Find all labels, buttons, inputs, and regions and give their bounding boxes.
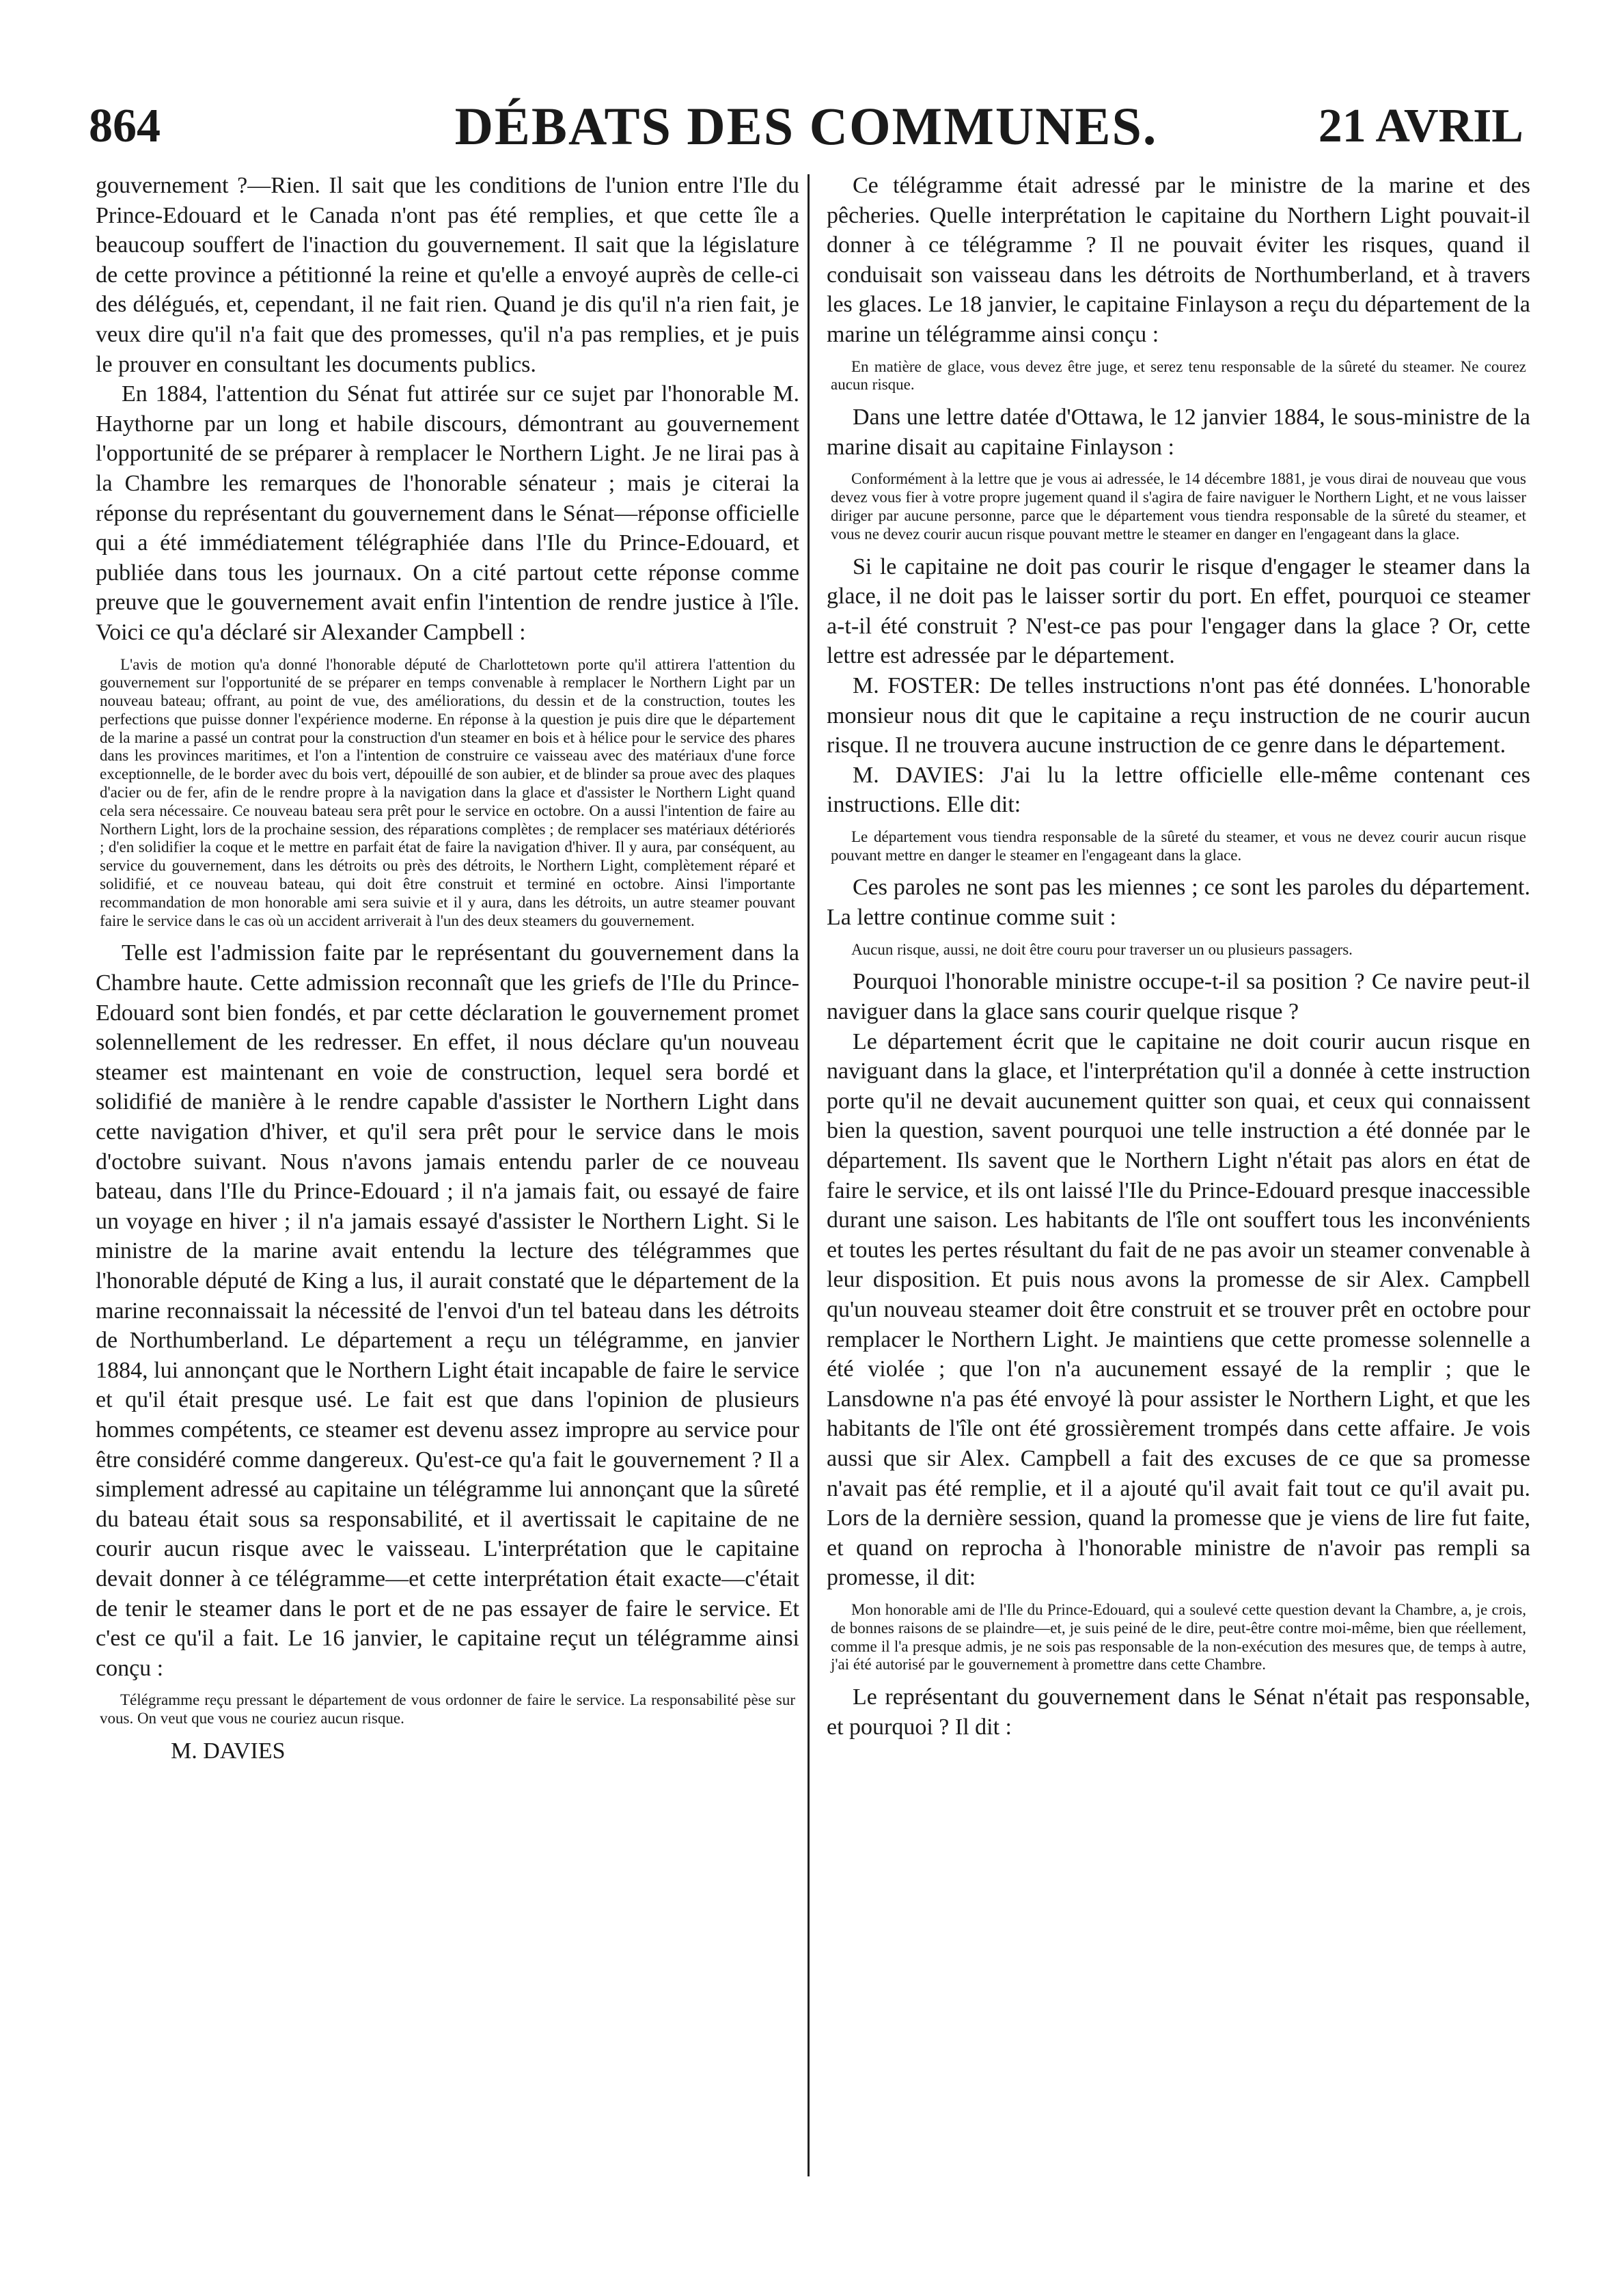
page-title: DÉBATS DES COMMUNES. [454,96,1158,156]
paragraph: Le représentant du gouvernement dans le Sénat n'était pas responsable, et pourquoi ? Il dit : [827,1684,1530,1740]
paragraph: Ce télégramme était adressé par le ministre de la marine et des pêcheries. Quelle interprétation le capitaine du Northern Light pouvait-il donner à ce télégramme ? Il ne pouvait éviter les risques, quand il conduisait son vaisseau dans les détroits de Northumberland, et à travers les glaces. Le 18 janvier, le capitaine Finlayson a reçu du département de la marine un télégramme ainsi conçu : [827,173,1530,347]
continuation-signature: M. DAVIES [171,1738,286,1764]
paragraph: Le département écrit que le capitaine ne doit courir aucun risque en naviguant dans la glace, et l'interprétation qu'il a donnée à cette instruction porte qu'il ne devait aucunement quitter son quai, et ceux qui connaissent bien la question, savent pourquoi une telle instruction a été donnée par le département. Ils savent que le Northern Light n'était pas alors en état de faire le service, et ils ont laissé l'Ile du Prince-Edouard presque inaccessible durant une saison. Les habitants de l'île ont souffert tous les inconvénients et toutes les pertes résultant du fait de ne pas avoir un steamer convenable à leur disposition. Et puis nous avons la promesse de sir Alex. Campbell qu'un nouveau steamer doit être construit et se trouver prêt en octobre pour remplacer le Northern Light. Je maintiens que cette promesse solennelle a été violée ; que l'on n'a aucunement essayé de la remplir ; que le Lansdowne n'a pas été envoyé là pour assister le Northern Light, et que les habitants de l'île ont été grossièrement trompés dans cette affaire. Je vois aussi que sir Alex. Campbell a fait des excuses de ce que sa promesse n'avait pas été remplie, et il a ajouté qu'il avait fait tout ce qu'il avait pu. Lors de la dernière session, quand la promesse que je viens de lire fut faite, et quand on reprocha à l'honorable ministre de n'avoir pas rempli sa promesse, il dit: [827,1028,1530,1591]
right-column [827,171,1530,1742]
paragraph: Telle est l'admission faite par le représentant du gouvernement dans la Chambre haute. Cette admission reconnaît que les griefs de l'Ile du Prince-Edouard sont bien fondés, et par cette déclaration le gouvernement promet solennellement de les redresser. En effet, il nous déclare qu'un nouveau steamer est maintenant en voie de construction, lequel sera bordé et solidifié de manière à le rendre capable d'assister le Northern Light dans cette navigation d'hiver, et qu'il sera prêt pour le service dans le mois d'octobre suivant. Nous n'avons jamais entendu parler de ce nouveau bateau, dans l'Ile du Prince-Edouard ; il n'a jamais fait, ou essayé de faire un voyage en hiver ; il n'a jamais essayé d'assister le Northern Light. Si le ministre de la marine avait entendu la lecture des télégrammes que l'honorable député de King a lus, il aurait constaté que le département de la marine reconnaissait la nécessité de l'envoi d'un tel bateau dans les détroits de Northumberland. Le département a reçu un télégramme, en janvier 1884, lui annonçant que le Northern Light était incapable de faire le service et qu'il était presque usé. Le fait est que dans l'opinion de plusieurs hommes compétents, ce steamer est devenu assez impropre au service pour être considéré comme dangereux. Qu'est-ce qu'a fait le gouvernement ? Il a simplement adressé au capitaine un télégramme lui annonçant que la sûreté du bateau était sous sa responsabilité, et il avertissait le capitaine de ne courir aucun risque avec le vaisseau. L'interprétation que le capitaine devait donner à ce télégramme—et cette interprétation était exacte—c'était de tenir le steamer dans le port et de ne pas essayer de faire le service. Et c'est ce qu'il a fait. Le 16 janvier, le capitaine reçut un télégramme ainsi conçu : [96,940,799,1681]
quotation: Aucun risque, aussi, ne doit être couru pour traverser un ou plusieurs passagers. [851,940,1353,958]
speaker-paragraph: M. FOSTER: De telles instructions n'ont pas été données. L'honorable monsieur nous dit que le capitaine a reçu instruction de ne courir aucun risque. Il ne trouvera aucune instruction de ce genre dans le département. [827,672,1530,758]
paragraph: Ces paroles ne sont pas les miennes ; ce sont les paroles du département. La lettre continue comme suit : [827,875,1530,931]
paragraph: Si le capitaine ne doit pas courir le risque d'engager le steamer dans la glace, il ne doit pas le laisser sortir du port. En effet, pourquoi ce steamer a-t-il été construit ? N'est-ce pas pour l'engager dans la glace ? Or, cette lettre est adressée par le département. [827,554,1530,669]
page-date: 21 AVRIL [1318,100,1523,152]
speaker-paragraph: M. DAVIES: J'ai lu la lettre officielle elle-même contenant ces instructions. Elle dit: [827,762,1530,818]
left-column [96,171,799,1766]
quotation: L'avis de motion qu'a donné l'honorable député de Charlottetown porte qu'il attirera l'attention du gouvernement sur l'opportunité de se préparer en temps convenable à remplacer le Northern Light par un nouveau bateau; offrant, au point de vue, des améliorations, du dessin et de la construction, toutes les perfections que puisse donner l'expérience moderne. En réponse à la question je puis dire que le département de la marine a passé un contrat pour la construction d'un steamer en bois et à hélice pour le service des phares dans les provinces maritimes, et l'on a l'intention de construire ce vaisseau avec des matériaux d'une force exceptionnelle, de le border avec du bois vert, dépouillé de son aubier, et de blinder sa proue avec des plaques d'acier ou de fer, afin de le rendre propre à la navigation dans la glace et d'assister le Northern Light quand cela sera nécessaire. Ce nouveau bateau sera prêt pour le service en octobre. On a aussi l'intention de faire au Northern Light, lors de la prochaine session, des réparations complètes ; de remplacer ses matériaux détériorés ; d'en solidifier la coque et le mettre en parfait état de faire la navigation d'hiver. Il y aura, par conséquent, au service du gouvernement, dans les détroits ou près des détroits, le Northern Light, complètement réparé et solidifié, et ce nouveau bateau, qui doit être construit et terminé en octobre. Ainsi l'importante recommandation de mon honorable ami sera suivie et il y aura, dans les détroits, un autre steamer pouvant faire le service dans le cas où un accident arriverait à l'un des deux steamers du gouvernement. [100,655,795,929]
quotation: Télégramme reçu pressant le département de vous ordonner de faire le service. La responsabilité pèse sur vous. On veut que vous ne couriez aucun risque. [100,1691,795,1727]
paragraph: Pourquoi l'honorable ministre occupe-t-il sa position ? Ce navire peut-il naviguer dans la glace sans courir quelque risque ? [827,969,1530,1025]
column-divider [808,174,810,2176]
page-header [89,96,1523,164]
quotation: Conformément à la lettre que je vous ai adressée, le 14 décembre 1881, je vous dirai de nouveau que vous devez vous fier à votre propre jugement quand il s'agira de faire naviguer le Northern Light, et ne vous laisser diriger par aucune personne, parce que le département vous tiendra responsable de la sûreté du steamer, et vous ne devez courir aucun risque pouvant mettre le steamer en danger en l'engageant dans la glace. [831,470,1526,543]
quotation: Mon honorable ami de l'Ile du Prince-Edouard, qui a soulevé cette question devant la Chambre, a, je crois, de bonnes raisons de se plaindre—et, je suis peiné de le dire, peut-être contre moi-même, bien que réellement, comme il l'a presque admis, je ne sois pas responsable de la non-exécution des mesures que, de temps à autre, j'ai été autorisé par le gouvernement à promettre dans cette Chambre. [831,1600,1526,1673]
paragraph: gouvernement ?—Rien. Il sait que les conditions de l'union entre l'Ile du Prince-Edouard et le Canada n'ont pas été remplies, et que cette île a beaucoup souffert de l'inaction du gouvernement. Il sait que la législature de cette province a pétitionné la reine et qu'elle a envoyé auprès de celle-ci des délégués, et, cependant, il ne fait rien. Quand je dis qu'il n'a rien fait, je veux dire qu'il n'a fait que des promesses, qu'il n'a pas remplies, et je puis le prouver en consultant les documents publics. [96,173,799,377]
paragraph: En 1884, l'attention du Sénat fut attirée sur ce sujet par l'honorable M. Haythorne par un long et habile discours, démontrant au gouvernement l'opportunité de se préparer à remplacer le Northern Light. Je ne lirai pas à la Chambre les remarques de l'honorable sénateur ; mais je citerai la réponse du représentant du gouvernement dans le Sénat—réponse officielle qui a été immédiatement télégraphiée dans l'Ile du Prince-Edouard, et publiée dans tous les journaux. On a cité partout cette réponse comme preuve que le gouvernement avait enfin l'intention de rendre justice à l'île. Voici ce qu'a déclaré sir Alexander Campbell : [96,381,799,645]
quotation: Le département vous tiendra responsable de la sûreté du steamer, et vous ne devez courir aucun risque pouvant mettre en danger le steamer en l'engageant dans la glace. [831,828,1526,864]
quotation: En matière de glace, vous devez être juge, et serez tenu responsable de la sûreté du steamer. Ne courez aucun risque. [831,357,1526,394]
page-number: 864 [89,100,161,152]
paragraph: Dans une lettre datée d'Ottawa, le 12 janvier 1884, le sous-ministre de la marine disait au capitaine Finlayson : [827,405,1530,460]
